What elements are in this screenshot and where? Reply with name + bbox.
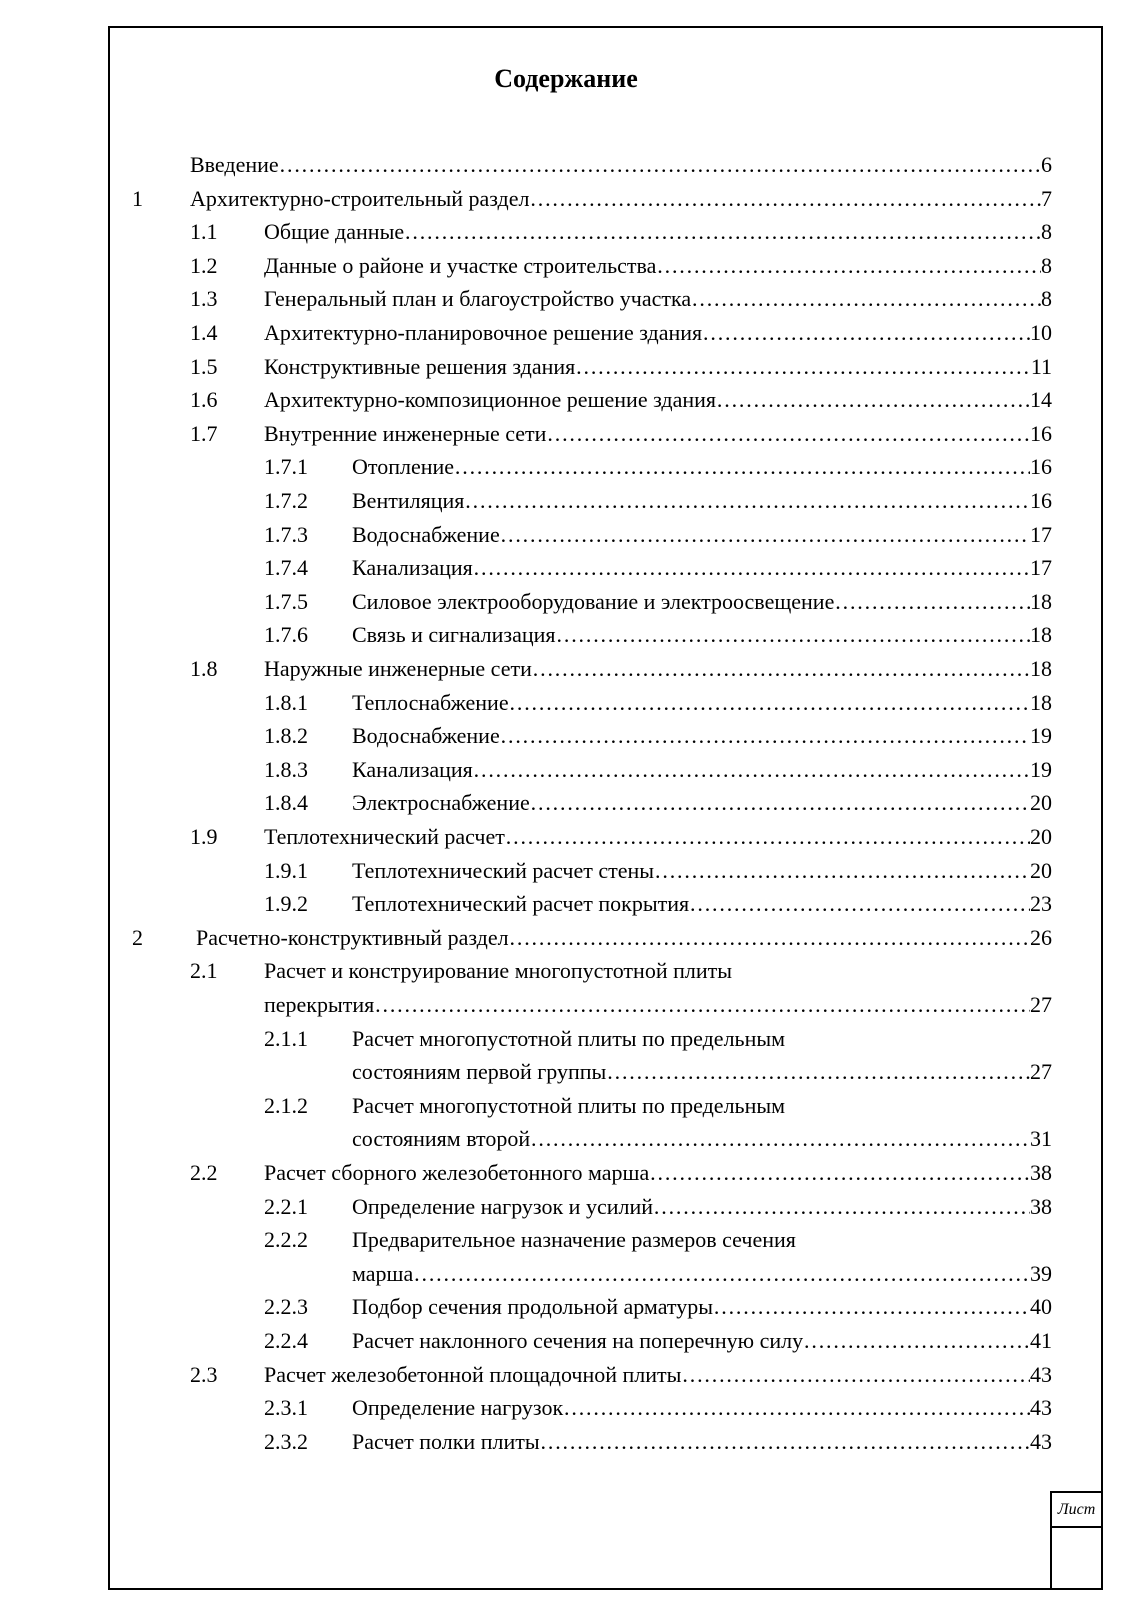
toc-entry-title: Теплотехнический расчет покрытия [352, 891, 690, 917]
toc-entry [0, 988, 1132, 1022]
toc-entry-page: 27 [1030, 1059, 1052, 1085]
toc-leader-dots [413, 1257, 1030, 1291]
toc-entry-title: Наружные инженерные сети [264, 656, 532, 681]
toc-entry [0, 316, 1132, 350]
toc-entry [0, 417, 1132, 451]
toc-entry-number: 1.9.1 [264, 857, 308, 883]
toc-entry-title: Расчет наклонного сечения на поперечную силу [352, 1328, 804, 1353]
toc-entry-title: Данные о районе и участке строительства [264, 252, 657, 278]
toc-entry-page: 8 [1041, 286, 1052, 312]
toc-entry-number: 1.7.1 [264, 454, 308, 480]
toc-entry-page: 16 [1030, 454, 1052, 480]
toc-entry-title: Теплотехнический расчет [264, 824, 505, 849]
toc-entry [0, 1022, 1132, 1056]
toc-leader-dots [530, 1122, 1030, 1156]
toc-entry-number: 1.8 [190, 656, 218, 681]
toc-entry-title: Расчет многопустотной плиты по предельным [352, 1025, 786, 1051]
toc-leader-dots [702, 316, 1030, 350]
toc-entry [0, 1223, 1132, 1257]
toc-entry-page: 18 [1030, 656, 1052, 681]
toc-entry [0, 719, 1132, 753]
toc-entry-page: 26 [1030, 924, 1052, 950]
toc-entry-page: 39 [1030, 1260, 1052, 1286]
toc-entry-page: 43 [1030, 1428, 1052, 1454]
toc-entry-page: 20 [1030, 790, 1052, 816]
toc-entry-title: Расчет и конструирование многопустотной плиты [264, 958, 733, 984]
toc-entry-page: 14 [1030, 387, 1052, 413]
toc-leader-dots [546, 417, 1030, 451]
toc-leader-dots [681, 1358, 1030, 1392]
toc-entry-page: 20 [1030, 857, 1052, 883]
toc-entry-number: 2.2.4 [264, 1328, 308, 1353]
toc-entry [0, 1089, 1132, 1123]
toc-leader-dots [473, 551, 1030, 585]
toc-entry-number: 1.6 [190, 387, 218, 413]
toc-entry-number: 1.1 [190, 219, 218, 245]
toc-entry-title: Архитектурно-композиционное решение здания [264, 387, 716, 413]
toc-entry-number: 1.5 [190, 353, 218, 379]
toc-leader-dots [689, 887, 1030, 921]
toc-entry-number: 2.3.2 [264, 1428, 308, 1454]
toc-entry [0, 1290, 1132, 1324]
toc-entry-title: Расчет железобетонной площадочной плиты [264, 1361, 682, 1387]
toc-entry-title: Расчетно-конструктивный раздел [196, 924, 509, 950]
toc-entry-number: 1.7.5 [264, 588, 308, 614]
toc-entry [0, 954, 1132, 988]
toc-leader-dots [656, 249, 1041, 283]
toc-entry-page: 23 [1030, 891, 1052, 917]
toc-entry-page: 19 [1030, 723, 1052, 749]
toc-leader-dots [556, 618, 1030, 652]
toc-leader-dots [540, 1425, 1030, 1459]
toc-entry-title: Подбор сечения продольной арматуры [352, 1294, 713, 1320]
toc-entry-title: Вентиляция [352, 488, 465, 513]
toc-entry [0, 585, 1132, 619]
toc-entry-title: Электроснабжение [352, 790, 530, 816]
toc-entry-page: 8 [1041, 219, 1052, 245]
toc-entry-page: 18 [1030, 689, 1052, 715]
toc-entry-number: 1.2 [190, 252, 218, 278]
toc-entry-page: 43 [1030, 1395, 1052, 1421]
toc-entry-page: 18 [1030, 588, 1052, 614]
toc-entry-page: 16 [1030, 420, 1052, 446]
toc-entry-title: Канализация [352, 555, 473, 581]
toc-entry [0, 450, 1132, 484]
toc-entry [0, 820, 1132, 854]
toc-entry-title: Общие данные [264, 219, 405, 245]
toc-entry-title: Архитектурно-строительный раздел [190, 185, 530, 211]
toc-entry-title: Расчет многопустотной плиты по предельным [352, 1092, 786, 1118]
toc-entry [0, 1122, 1132, 1156]
toc-entry-page: 17 [1030, 555, 1052, 581]
toc-entry-page: 31 [1030, 1126, 1052, 1152]
toc-entry-title: Введение [190, 152, 279, 177]
toc-entry [0, 383, 1132, 417]
toc-entry [0, 551, 1132, 585]
toc-entry-number: 2.3 [190, 1361, 218, 1387]
toc-entry-title: Определение нагрузок и усилий [352, 1193, 654, 1219]
toc-entry [0, 753, 1132, 787]
toc-entry-number: 1.7 [190, 420, 218, 446]
toc-entry-title: Водоснабжение [352, 521, 500, 547]
toc-leader-dots [279, 148, 1041, 182]
toc-leader-dots [575, 350, 1031, 384]
page-title: Содержание [494, 64, 638, 93]
toc-entry [0, 1156, 1132, 1190]
toc-leader-dots [500, 518, 1030, 552]
toc-entry-number: 2.1 [190, 958, 218, 984]
toc-entry-title: Расчет полки плиты [352, 1428, 540, 1454]
toc-leader-dots [464, 484, 1030, 518]
toc-entry-title: Архитектурно-планировочное решение здания [264, 320, 703, 345]
toc-entry-page: 27 [1030, 992, 1052, 1017]
toc-entry-page: 6 [1041, 152, 1052, 177]
toc-leader-dots [530, 786, 1030, 820]
toc-entry [0, 518, 1132, 552]
toc-entry-number: 2.1.2 [264, 1092, 308, 1118]
toc-entry-number: 1.7.3 [264, 521, 308, 547]
toc-entry-number: 2.2.3 [264, 1294, 308, 1320]
toc-entry-number: 2.2.2 [264, 1227, 308, 1253]
toc-entry-title: Конструктивные решения здания [264, 353, 576, 379]
toc-entry [0, 1425, 1132, 1459]
toc-entry-page: 16 [1030, 488, 1052, 513]
toc-leader-dots [505, 820, 1030, 854]
toc-entry [0, 484, 1132, 518]
toc-entry-title: Определение нагрузок [352, 1395, 564, 1421]
toc-entry-title: состояниям первой группы [352, 1059, 607, 1085]
toc-leader-dots [691, 282, 1041, 316]
toc-leader-dots [532, 652, 1030, 686]
toc-entry-title: марша [352, 1260, 414, 1286]
toc-entry-number: 1.8.2 [264, 723, 308, 749]
toc-leader-dots [713, 1290, 1030, 1324]
toc-leader-dots [653, 1190, 1030, 1224]
toc-entry-number: 1.8.4 [264, 790, 308, 816]
toc-leader-dots [473, 753, 1030, 787]
toc-entry [0, 215, 1132, 249]
toc-entry [0, 1257, 1132, 1291]
toc-entry-page: 41 [1030, 1328, 1052, 1353]
toc-entry-number: 2.3.1 [264, 1395, 308, 1421]
toc-entry-title: Теплотехнический расчет стены [352, 857, 655, 883]
toc-entry [0, 887, 1132, 921]
toc-entry [0, 618, 1132, 652]
toc-leader-dots [374, 988, 1030, 1022]
title-block-sheet-cell [1050, 1491, 1103, 1590]
toc-entry-title: Канализация [352, 756, 473, 782]
toc-entry [0, 1358, 1132, 1392]
toc-entry-page: 18 [1030, 622, 1052, 648]
toc-entry-number: 1 [132, 185, 143, 211]
toc-leader-dots [654, 854, 1030, 888]
toc-entry-page: 43 [1030, 1361, 1052, 1387]
toc-entry [0, 652, 1132, 686]
toc-entry [0, 686, 1132, 720]
sheet-label: Лист [1052, 1493, 1101, 1528]
toc-entry-title: состояниям второй [352, 1126, 531, 1152]
toc-entry-title: Силовое электрооборудование и электроосвещение [352, 588, 835, 614]
toc-leader-dots [649, 1156, 1030, 1190]
toc-entry [0, 921, 1132, 955]
toc-entry [0, 854, 1132, 888]
toc-entry [0, 1190, 1132, 1224]
toc-entry-number: 1.7.2 [264, 488, 308, 513]
toc-entry-title: Генеральный план и благоустройство участка [264, 286, 692, 312]
toc-entry-title: Теплоснабжение [352, 689, 509, 715]
toc-entry-number: 1.7.4 [264, 555, 308, 581]
toc-entry-number: 2.2 [190, 1160, 218, 1185]
toc-entry-title: Связь и сигнализация [352, 622, 556, 648]
toc-leader-dots [530, 182, 1042, 216]
toc-leader-dots [716, 383, 1030, 417]
toc-entry-number: 2 [132, 924, 143, 950]
toc-entry-title: Отопление [352, 454, 455, 480]
toc-entry-number: 2.2.1 [264, 1193, 308, 1219]
toc-entry-number: 1.9.2 [264, 891, 308, 917]
toc-entry-number: 1.4 [190, 320, 218, 345]
toc-entry [0, 786, 1132, 820]
toc-entry-page: 40 [1030, 1294, 1052, 1320]
toc-entry-page: 17 [1030, 521, 1052, 547]
toc-leader-dots [834, 585, 1030, 619]
toc-entry-title: Водоснабжение [352, 723, 500, 749]
toc-entry-page: 38 [1030, 1160, 1052, 1185]
toc-entry-page: 20 [1030, 824, 1052, 849]
toc-entry-page: 38 [1030, 1193, 1052, 1219]
toc-leader-dots [606, 1055, 1030, 1089]
toc-entry-number: 1.9 [190, 824, 218, 849]
toc-leader-dots [509, 686, 1030, 720]
toc-entry-page: 7 [1041, 185, 1052, 211]
toc-entry-title: Внутренние инженерные сети [264, 420, 547, 446]
toc-entry [0, 350, 1132, 384]
toc-entry [0, 282, 1132, 316]
toc-entry [0, 249, 1132, 283]
toc-entry [0, 182, 1132, 216]
toc-leader-dots [500, 719, 1030, 753]
toc-entry-number: 1.3 [190, 286, 218, 312]
toc-entry-title: Предварительное назначение размеров сечения [352, 1227, 796, 1253]
toc-entry-number: 1.7.6 [264, 622, 308, 648]
toc-entry-page: 10 [1030, 320, 1052, 345]
toc-entry-title: перекрытия [264, 992, 375, 1017]
toc-entry-number: 1.8.3 [264, 756, 308, 782]
toc-entry-number: 1.8.1 [264, 689, 308, 715]
toc-entry-number: 2.1.1 [264, 1025, 308, 1051]
toc-entry [0, 1391, 1132, 1425]
toc-entry [0, 1055, 1132, 1089]
toc-entry-page: 19 [1030, 756, 1052, 782]
toc-entry [0, 1324, 1132, 1358]
toc-entry-page: 11 [1030, 353, 1052, 379]
toc-entry [0, 148, 1132, 182]
toc-leader-dots [803, 1324, 1030, 1358]
toc-entry-title: Расчет сборного железобетонного марша [264, 1160, 650, 1185]
toc-leader-dots [509, 921, 1030, 955]
toc-leader-dots [404, 215, 1041, 249]
toc-leader-dots [563, 1391, 1030, 1425]
toc-leader-dots [454, 450, 1030, 484]
toc-entry-page: 8 [1041, 252, 1052, 278]
